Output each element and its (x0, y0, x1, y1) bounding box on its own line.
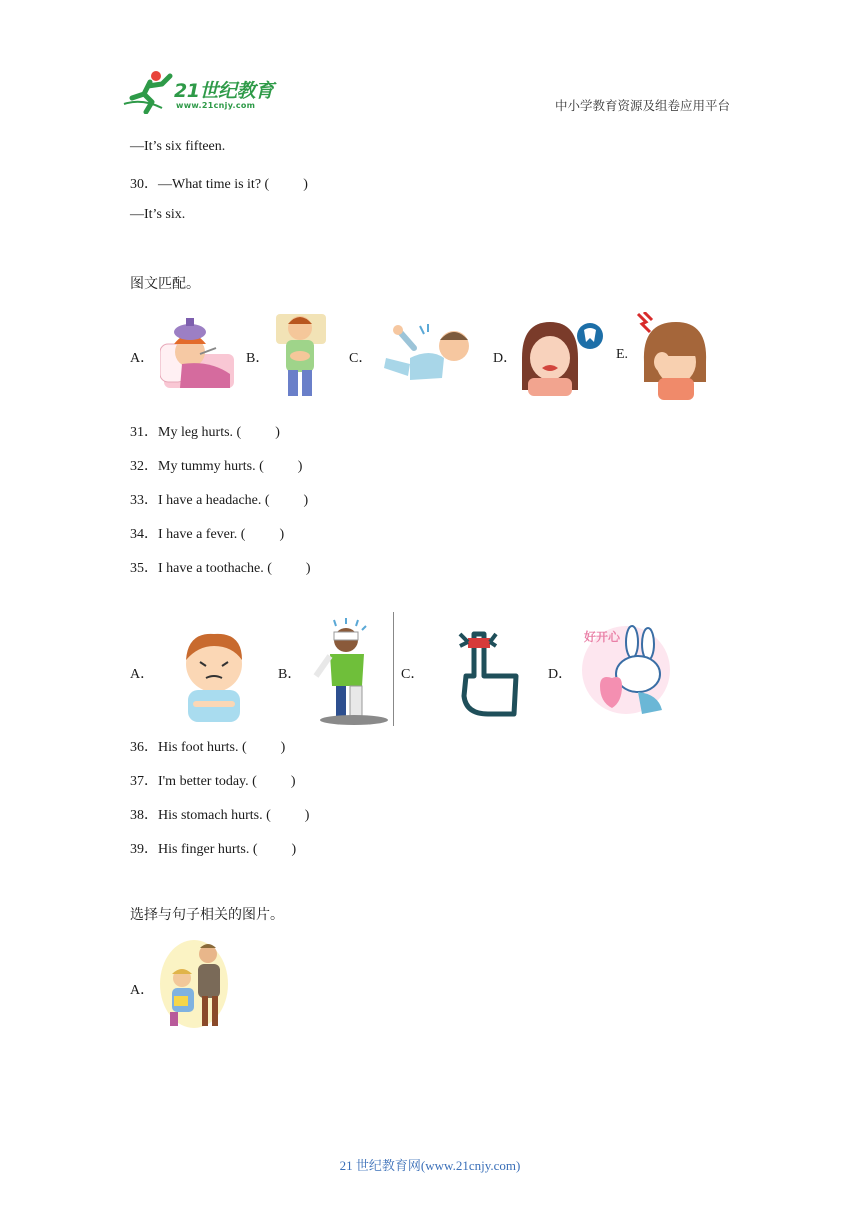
option-label: A． (130, 983, 155, 998)
footer-text: 21 世纪教育网(www.21cnjy.com) (339, 1158, 521, 1173)
boy-holding-tummy-image (270, 308, 330, 402)
question-38: 38．His stomach hurts. ( ) (130, 808, 310, 823)
question-32: 32．My tummy hurts. ( ) (130, 459, 303, 474)
site-logo (122, 68, 292, 114)
question-text: 34．I have a fever. ( (130, 527, 246, 542)
option-label: D． (548, 667, 573, 682)
option-label: C． (401, 667, 425, 682)
question-text: 39．His finger hurts. ( (130, 842, 258, 857)
section-title: 图文匹配。 (130, 276, 200, 292)
header-tagline: 中小学教育资源及组卷应用平台 (554, 98, 730, 113)
girl-with-headache-image (636, 312, 710, 400)
option-label: E. (616, 347, 629, 362)
runner-logo-icon (122, 68, 178, 114)
option-label: B． (246, 351, 270, 366)
sick-girl-with-ice-bag-image (160, 314, 238, 392)
question-text: 30．—What time is it? ( (130, 177, 270, 192)
option-label: A． (130, 351, 155, 366)
boy-with-stomachache-image (176, 628, 252, 724)
question-text: 38．His stomach hurts. ( (130, 808, 271, 823)
question-text: 31．My leg hurts. ( (130, 425, 242, 440)
question-text: 33．I have a headache. ( (130, 493, 270, 508)
answer-line: —It’s six. (130, 207, 186, 222)
logo-url: www.21cnjy.com (176, 101, 256, 110)
divider-line (393, 612, 394, 726)
section-title: 选择与句子相关的图片。 (130, 907, 284, 923)
option-label: C． (349, 351, 373, 366)
question-33: 33．I have a headache. ( ) (130, 493, 309, 508)
boy-with-hurt-leg-image (380, 318, 476, 388)
logo-text: 21世纪教育 (174, 80, 274, 102)
question-text: 32．My tummy hurts. ( (130, 459, 264, 474)
question-text: 35．I have a toothache. ( (130, 561, 272, 576)
question-35: 35．I have a toothache. ( ) (130, 561, 311, 576)
option-label: D． (493, 351, 518, 366)
question-39: 39．His finger hurts. ( ) (130, 842, 297, 857)
happy-bunny-sticker (578, 622, 674, 722)
girl-with-toothache-image (516, 318, 604, 396)
question-text: 36．His foot hurts. ( (130, 740, 247, 755)
sticker-text: 好开心 (584, 630, 621, 644)
question-37: 37．I'm better today. ( ) (130, 774, 296, 789)
question-30: 30．—What time is it? ( ) (130, 177, 308, 192)
option-label: B． (278, 667, 302, 682)
question-34: 34．I have a fever. ( ) (130, 527, 285, 542)
answer-line: —It’s six fifteen. (130, 139, 226, 154)
father-and-child-image (158, 938, 230, 1030)
option-label: A． (130, 667, 155, 682)
man-with-bandaged-leg-image (306, 616, 390, 726)
hurt-finger-icon (456, 626, 522, 718)
question-31: 31．My leg hurts. ( ) (130, 425, 280, 440)
question-36: 36．His foot hurts. ( ) (130, 740, 286, 755)
question-text: 37．I'm better today. ( (130, 774, 257, 789)
